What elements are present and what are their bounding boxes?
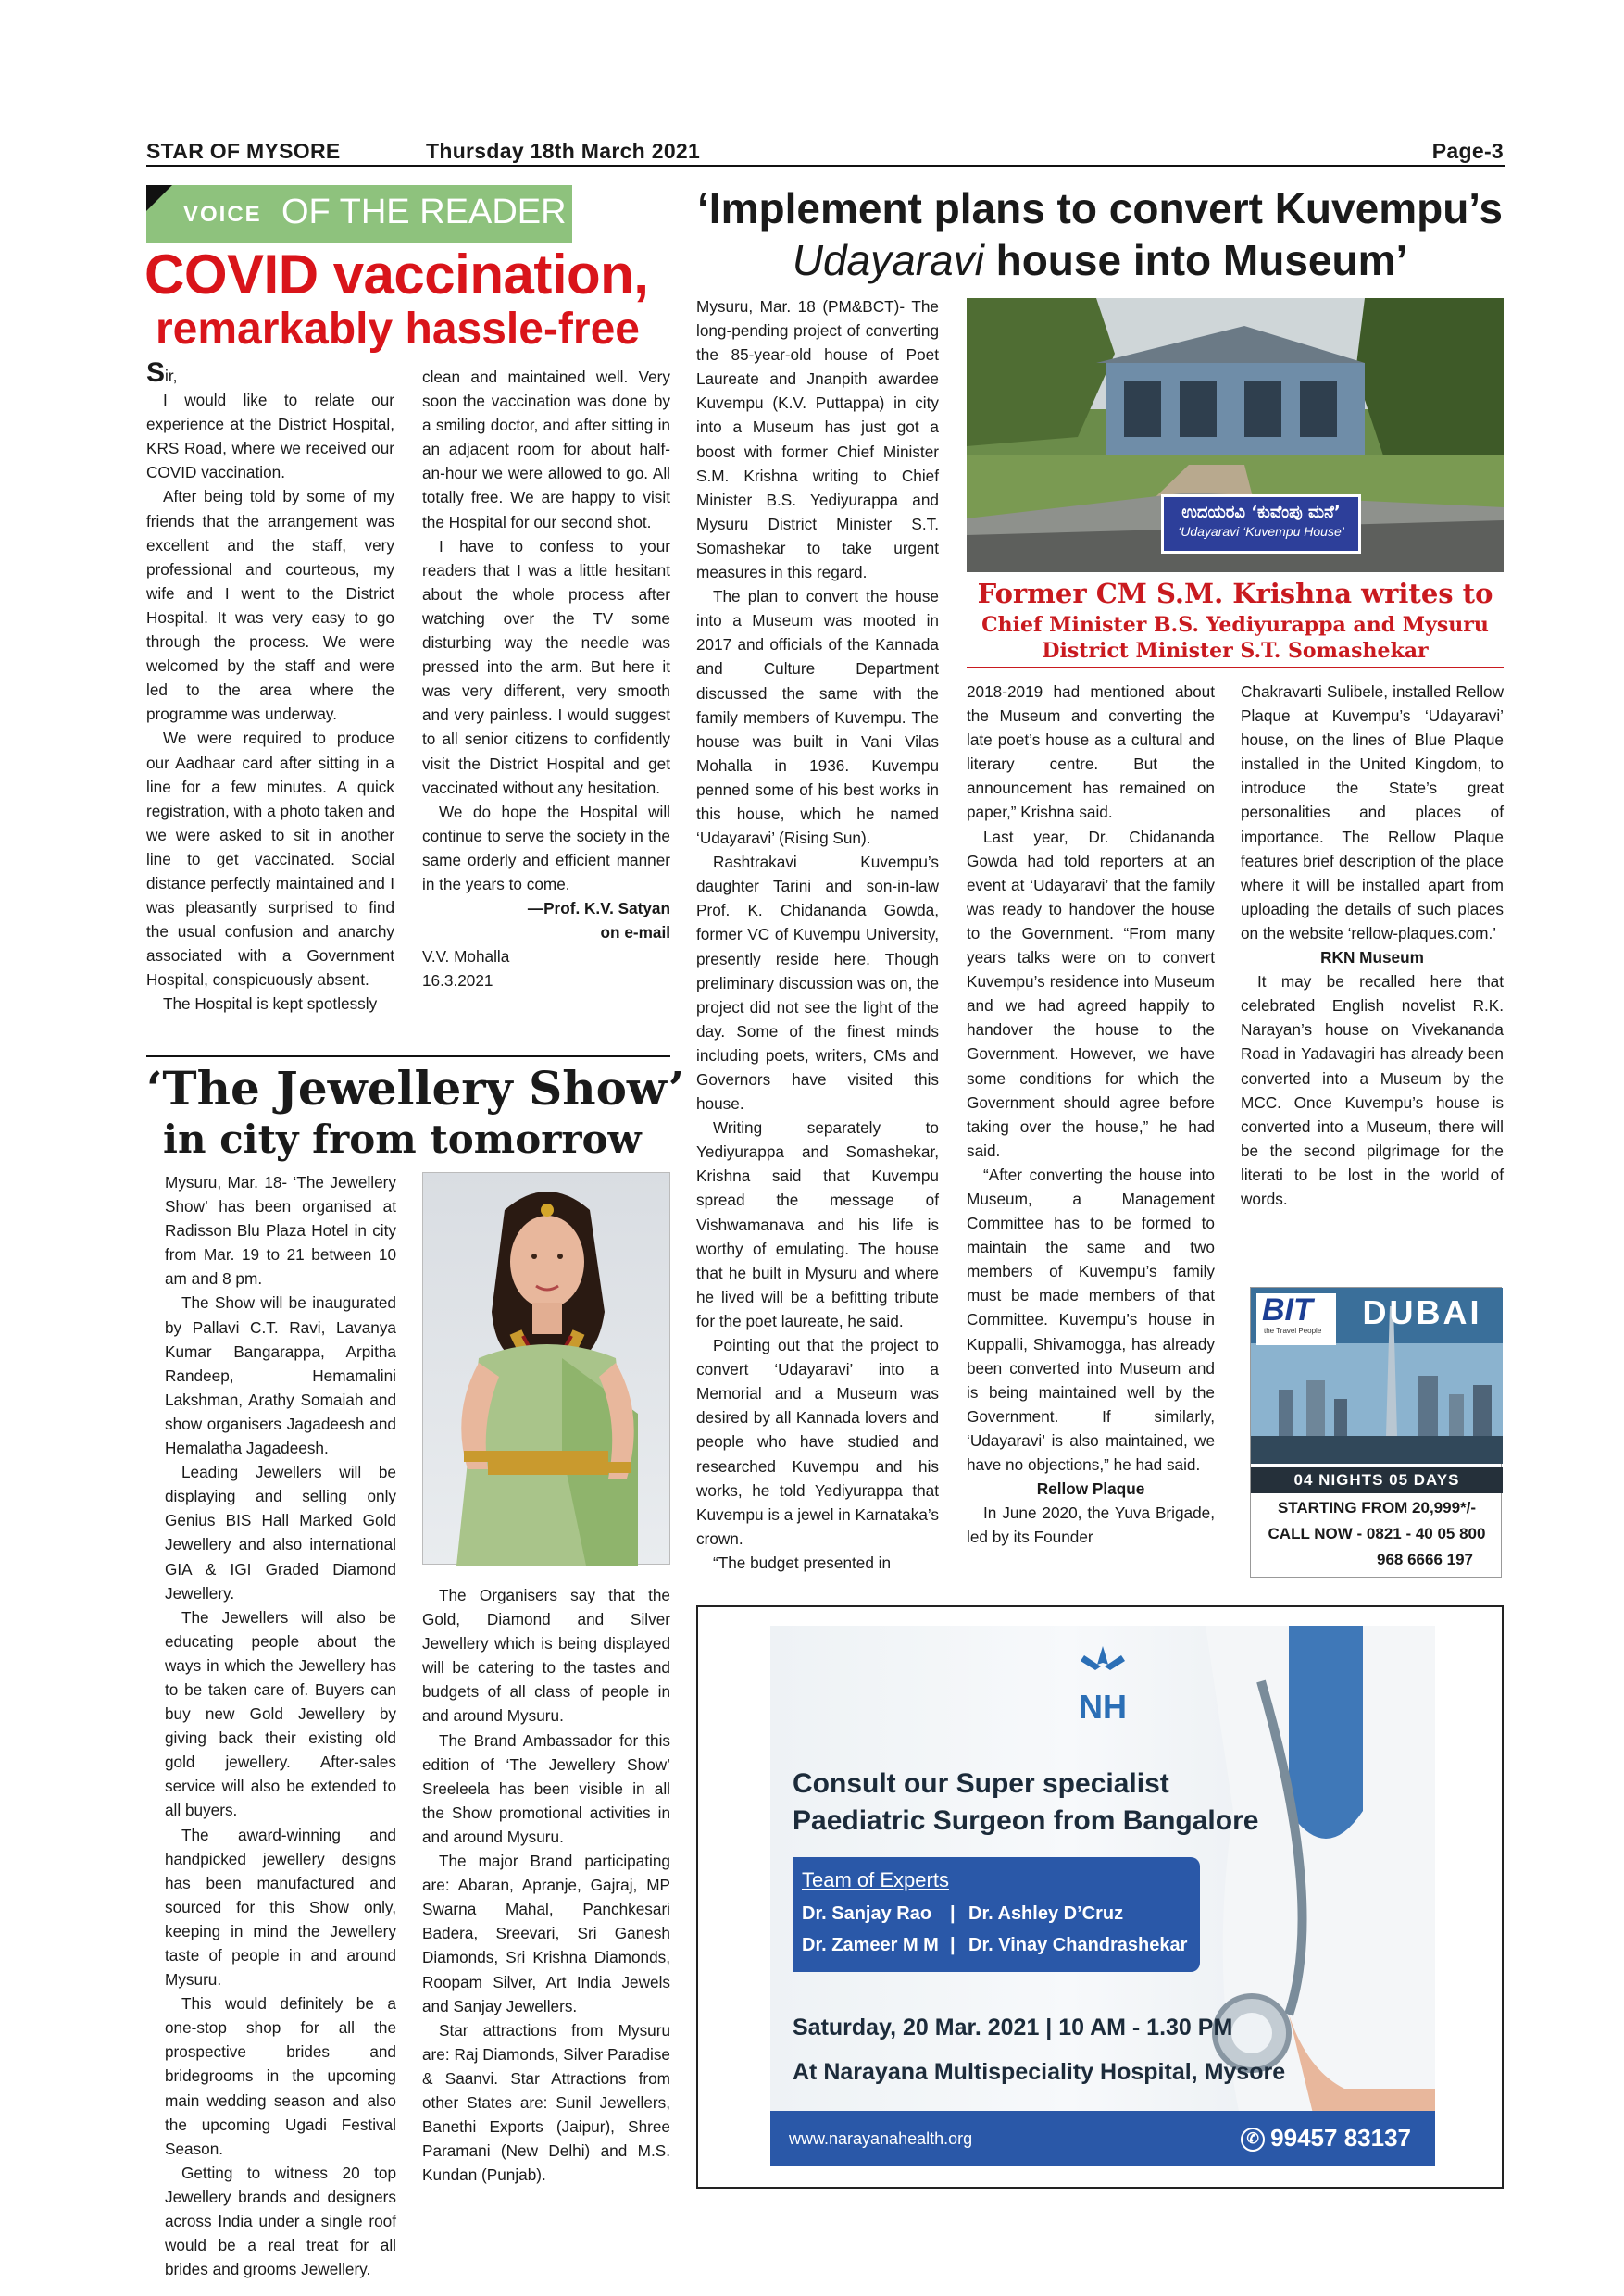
phone-icon: ✆ [1241,2128,1265,2152]
letter-paragraph: The Hospital is kept spotlessly [163,994,378,1014]
nh-doctor: Dr. Ashley D’Cruz [968,1903,1124,1924]
jewellery-column-2 [422,1583,670,2189]
house-name-plaque [1161,494,1361,554]
nh-title-line2: Paediatric Surgeon from Bangalore [793,1805,1259,1836]
article-paragraph: The Jewellers will also be educating people about the ways in which the Jewellery has to be taken care of. Buyers can buy new Gold Jewellery by giving back their existing old gold jewellery. After-sales service will also be extended to all buyers. [165,1607,396,1820]
nh-phone[interactable] [1241,2124,1411,2152]
page-number: Page-3 [1431,139,1504,163]
jewellery-column-1 [165,1170,396,2279]
kuvempu-caption-line1: Former CM S.M. Krishna writes to [977,578,1493,609]
salutation: ir, [165,367,178,385]
nh-doctor: Dr. Zameer M M [802,1935,939,1955]
nh-website[interactable]: www.narayanahealth.org [789,2129,973,2148]
article-paragraph: 2018-2019 had mentioned about the Museum and converting the late poet’s house as a cultural and literary centre. But the announcement has remained on paper,” Krishna said. [967,682,1215,822]
article-paragraph: The plan to convert the house into a Museum was mooted in 2017 and officials of the Kannada and Culture Department discussed the same with the family members of Kuvempu. The house was built in Vani Vilas Mohalla in 1936. Kuvempu penned some of his best works in this house, which he named ‘Udayaravi’ (Rising Sun). [696,587,939,848]
banner-voice-label: VOICE [183,202,262,227]
article-paragraph: This would definitely be a one-stop shop for all the prospective brides and bridegrooms in the upcoming main wedding season and also the upcoming Ugadi Festival Season. [165,1994,396,2158]
section-rule [146,1055,670,1057]
nh-logo-text: NH [1079,1688,1127,1726]
kuvempu-caption-line3: District Minister S.T. Somashekar [1042,639,1429,663]
nh-experts-box [793,1857,1200,1972]
article-paragraph: The major Brand participating are: Abaran, Apranje, Gajraj, MP Swarna Mahal, Panchkesari Badera, Sreevari, Sri Ganesh Diamonds, Sri Krishna Diamonds, Roopam Silver, Art India Jewels and Sanjay Jewellers. [422,1852,670,2015]
kuvempu-headline-rest: house into Museum’ [995,236,1408,284]
subhead-rellow-plaque: Rellow Plaque [1036,1479,1145,1499]
nh-separator: | [950,1903,956,1924]
article-paragraph: Getting to witness 20 top Jewellery brands and designers across India under a single roof would be a real treat for all brides and grooms Jewellery. [165,2163,396,2279]
narayana-health-ad[interactable] [770,1626,1435,2166]
jewellery-headline-line1: ‘The Jewellery Show’ [146,1061,685,1116]
issue-date: Thursday 18th March 2021 [426,139,701,163]
article-paragraph: The award-winning and handpicked jewellery designs has been manufactured and sourced for this Show only, keeping in mind the Jewellery taste of people in and around Mysuru. [165,1825,396,1990]
kuvempu-column-3 [1241,680,1504,1268]
bit-logo-tagline: the Travel People [1264,1327,1322,1335]
kuvempu-headline-line1: ‘Implement plans to convert Kuvempu’s [697,184,1503,232]
kuvempu-headline-italic: Udayaravi [792,236,984,284]
voice-of-reader-banner [146,185,572,243]
covid-headline-line1: COVID vaccination, [144,243,649,306]
kuvempu-caption-line2: Chief Minister B.S. Yediyurappa and Mysuru [981,613,1489,637]
paper-name: STAR OF MYSORE [146,139,341,163]
dubai-price: STARTING FROM 20,999*/- [1277,1499,1477,1516]
nh-when: Saturday, 20 Mar. 2021 | 10 AM - 1.30 PM [793,2015,1233,2040]
letter-signature-source: on e-mail [600,923,670,942]
dubai-package: 04 NIGHTS 05 DAYS [1251,1467,1503,1493]
article-paragraph: Pointing out that the project to convert ‘Udayaravi’ into a Memorial and a Museum was desired by all Kannada lovers and people who have studied and researched Kuvempu and his works, he told Yediyurappa that Kuvempu is a jewel in Karnataka’s crown. [696,1336,939,1548]
article-paragraph: Mysuru, Mar. 18 (PM&BCT)- The long-pending project of converting the 85-year-old house of Poet Laureate and Jnanpith awardee Kuvempu (K.V. Puttappa) in city into a Museum has just got a boost with former Chief Minister S.M. Krishna writing to Chief Minister B.S. Yediyurappa and Mysuru District Minister S.T. Somashekar to take urgent measures in this regard. [696,297,939,582]
covid-headline-line2: remarkably hassle-free [156,305,640,354]
dubai-call[interactable]: CALL NOW - 0821 - 40 05 800 [1268,1525,1486,1542]
article-paragraph: The Show will be inaugurated by Pallavi C.T. Ravi, Lavanya Kumar Bangarappa, Arpitha Randeep, Hemamalini Lakshman, Arathy Somaiah and show organisers Jagadeesh and Hemalatha Jagadeesh. [165,1293,396,1458]
nh-team-label: Team of Experts [802,1868,949,1891]
article-paragraph: In June 2020, the Yuva Brigade, led by its Founder [967,1504,1215,1547]
bit-logo-text: BIT [1262,1292,1313,1328]
letter-address: V.V. Mohalla [422,947,510,967]
jewellery-model-photo [422,1172,670,1565]
nh-logo [1052,1644,1154,1746]
article-paragraph: “The budget presented in [713,1553,892,1572]
letter-paragraph: After being told by some of my friends that the arrangement was excellent and the staff, very professional and courteous, my wife and I went to the District Hospital. It was very easy to go through the process. We were welcomed by the staff and were led to the area where the programme was underway. [146,487,394,724]
kuvempu-column-2 [967,680,1215,1578]
article-paragraph: Mysuru, Mar. 18- ‘The Jewellery Show’ has been organised at Radisson Blu Plaza Hotel in city from Mar. 19 to 21 between 10 am and 8 pm. [165,1173,396,1289]
masthead-rule [146,165,1505,167]
nh-doctor: Dr. Sanjay Rao [802,1903,932,1924]
nh-separator: | [950,1935,956,1955]
letter-paragraph: We do hope the Hospital will continue to serve the society in the same orderly and efficient manner in the years to come. [422,802,670,893]
banner-corner [146,185,172,211]
plaque-kannada: ಉದಯರವಿ ‘ಕುವೆಂಪು ಮನೆ’ [1181,503,1341,522]
article-paragraph: Last year, Dr. Chidananda Gowda had told reporters at an event at ‘Udayaravi’ that the family was ready to handover the house to the Government. “From many years talks were on to convert Kuvempu’s residence into Museum and we had agreed happily to handover the house to the Government. However, we have some conditions for which the Government should agree before taking over the house,” he had said. [967,827,1215,1160]
plaque-english: ‘Udayaravi ‘Kuvempu House’ [1178,524,1344,539]
article-paragraph: Rashtrakavi Kuvempu’s daughter Tarini and son-in-law Prof. K. Chidananda Gowda, former VC of Kuvempu University, presently reside here. Though preliminary discussion was on, the project did not see the light of the day. Some of the finest minds including poets, writers, CMs and Governors have visited this house. [696,853,939,1114]
article-paragraph: Chakravarti Sulibele, installed Rellow Plaque at Kuvempu’s ‘Udayaravi’ house, on the lines of Blue Plaque installed in the United Kingdom, to introduce the State’s great personalities and places of importance. The Rellow Plaque features brief description of the place where it will be installed apart from uploading the details of such places on the website ‘rellow-plaques.com.’ [1241,682,1504,942]
letter-paragraph: I would like to relate our experience at the District Hospital, KRS Road, where we received our COVID vaccination. [146,391,394,482]
letter-date: 16.3.2021 [422,971,493,991]
nh-logo-icon [1075,1644,1131,1685]
kuvempu-column-1 [696,294,939,1572]
article-paragraph: Star attractions from Mysuru are: Raj Diamonds, Silver Paradise & Saanvi. Star Attractions from other States are: Sunil Jewellers, Banethi Exports (Jaipur), Shree Paramani (New Delhi) and M.S. Kundan (Punjab). [422,2020,670,2185]
model-illustration [423,1173,671,1566]
dubai-phone[interactable]: 968 6666 197 [1377,1551,1473,1568]
letter-column-2 [422,365,670,1052]
kuvempu-headline-line2 [696,235,1504,285]
article-paragraph: “After converting the house into Museum, a Management Committee has to be formed to maintain the same and two members of Kuvempu’s family must be made members of that Committee. Kuvempu’s house in Kuppalli, Shivamogga, has already been converted into Museum and is being maintained well by the Government. If similarly, ‘Udayaravi’ is also maintained, we have no objections,” he had said. [967,1165,1215,1474]
article-paragraph: It may be recalled here that celebrated English novelist R.K. Narayan’s house on Vivekananda Road in Yadavagiri has already been converted into a Museum by the MCC. Once Kuvempu’s house is converted into a Museum, there will be the second pilgrimage for the literati to be lost in the world of words. [1241,972,1504,1208]
nh-title-line1: Consult our Super specialist [793,1768,1169,1799]
kuvempu-house-photo [967,298,1504,572]
subhead-rkn-museum: RKN Museum [1320,948,1424,967]
letter-column-1 [146,357,394,1052]
nh-doctor: Dr. Vinay Chandrashekar [968,1935,1188,1955]
article-paragraph: Leading Jewellers will be displaying and selling only Genius BIS Hall Marked Gold Jewellery and also international GIA & IGI Graded Diamond Jewellery. [165,1463,396,1603]
letter-signature: —Prof. K.V. Satyan [527,899,670,918]
nh-footer-bar [770,2111,1435,2166]
letter-paragraph: I have to confess to your readers that I was a little hesitant about the whole process after watching over the TV some disturbing way the needle was pressed into the arm. But here it was very different, very smooth and very painless. I would suggest to all senior citizens to confidently visit the District Hospital and get vaccinated without any hesitation. [422,536,670,797]
article-paragraph: The Brand Ambassador for this edition of ‘The Jewellery Show’ Sreeleela has been visible in all the Show promotional activities in and around Mysuru. [422,1730,670,1846]
letter-paragraph: We were required to produce our Aadhaar card after sitting in a line for a few minutes. A quick registration, with a photo taken and we were asked to sit in another line to get vaccinated. Social distance perfectly maintained and I was pleasantly surprised to find the usual confusion and anarchy associated with a Government Hospital, conspicuously absent. [146,729,394,990]
article-paragraph: Writing separately to Yediyurappa and Somashekar, Krishna said that Kuvempu spread the message of Vishwamanava and his life is worthy of emulating. The house that he built in Mysuru and where he lived will be a befitting tribute for the poet laureate, he said. [696,1118,939,1330]
article-paragraph: The Organisers say that the Gold, Diamond and Silver Jewellery which is being displayed will be catering to the tastes and budgets of all class of people in and around Mysuru. [422,1586,670,1726]
bit-logo [1256,1293,1336,1345]
caption-rule [967,667,1504,668]
banner-reader-label: OF THE READER [281,193,567,231]
dubai-travel-ad[interactable] [1250,1287,1502,1578]
dubai-title: DUBAI [1362,1293,1482,1331]
letter-paragraph: clean and maintained well. Very soon the vaccination was done by a smiling doctor, and after sitting in an adjacent room for about half-an-hour we were allowed to go. All totally free. We are happy to visit the Hospital for our second shot. [422,368,670,531]
nh-phone-number: 99457 83137 [1270,2124,1411,2152]
dropcap: S [146,357,166,388]
nh-where: At Narayana Multispeciality Hospital, Mysore [793,2059,1286,2085]
jewellery-headline-line2: in city from tomorrow [163,1117,642,1162]
